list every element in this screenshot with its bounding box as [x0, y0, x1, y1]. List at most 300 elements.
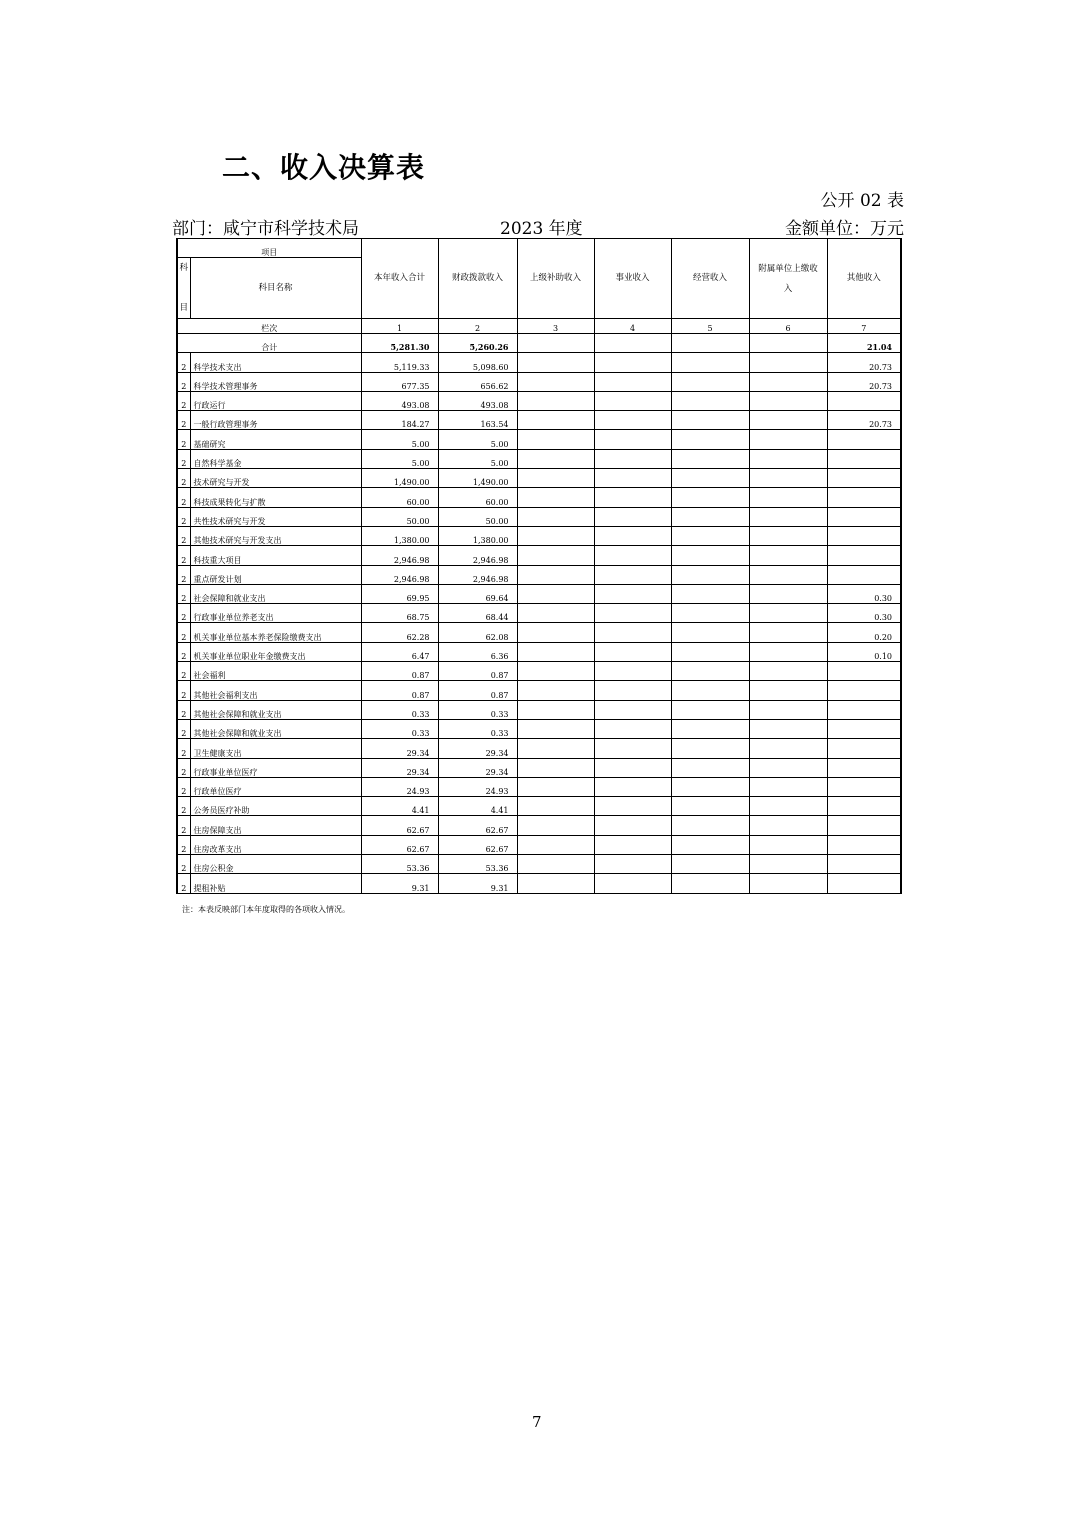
header-name: 科目名称: [190, 258, 361, 319]
row-fiscal-income: 656.62: [438, 372, 517, 391]
empty-cell: [671, 391, 749, 410]
row-name: 卫生健康支出: [190, 739, 361, 758]
empty-cell: [671, 623, 749, 642]
row-fiscal-income: 24.93: [438, 777, 517, 796]
empty-cell: [749, 700, 827, 719]
empty-cell: [517, 604, 594, 623]
row-name: 基础研究: [190, 430, 361, 449]
header-col-6-line2: 入: [783, 283, 793, 294]
empty-cell: [671, 739, 749, 758]
total-income: 5,281.30: [361, 334, 438, 353]
row-other-income: [827, 777, 901, 796]
row-name: 社会福利: [190, 662, 361, 681]
empty-cell: [517, 835, 594, 854]
empty-cell: [671, 430, 749, 449]
row-code: 2: [177, 816, 190, 835]
row-other-income: [827, 797, 901, 816]
empty-cell: [594, 430, 671, 449]
empty-cell: [517, 777, 594, 796]
row-total-income: 50.00: [361, 507, 438, 526]
row-code: 2: [177, 797, 190, 816]
unit-label: 金额单位：万元: [785, 219, 904, 239]
empty-cell: [594, 739, 671, 758]
empty-cell: [671, 835, 749, 854]
row-other-income: [827, 507, 901, 526]
empty-cell: [517, 449, 594, 468]
row-total-income: 62.67: [361, 835, 438, 854]
header-col-2: 财政拨款收入: [438, 239, 517, 319]
row-total-income: 62.28: [361, 623, 438, 642]
col-number: 1: [361, 319, 438, 334]
row-total-income: 677.35: [361, 372, 438, 391]
row-other-income: [827, 526, 901, 545]
row-other-income: [827, 700, 901, 719]
row-total-income: 6.47: [361, 642, 438, 661]
table-row: [177, 526, 901, 545]
empty-cell: [517, 797, 594, 816]
row-total-income: 62.67: [361, 816, 438, 835]
table-row: [177, 623, 901, 642]
empty-cell: [517, 681, 594, 700]
row-name: 行政单位医疗: [190, 777, 361, 796]
header-col-7: 其他收入: [827, 239, 901, 319]
empty-cell: [517, 700, 594, 719]
row-name: 行政事业单位医疗: [190, 758, 361, 777]
row-other-income: 20.73: [827, 353, 901, 372]
empty-cell: [749, 642, 827, 661]
row-total-income: 0.33: [361, 700, 438, 719]
total-row: [177, 334, 901, 353]
table-row: [177, 391, 901, 410]
empty-cell: [671, 816, 749, 835]
row-total-income: 60.00: [361, 488, 438, 507]
row-total-income: 29.34: [361, 739, 438, 758]
empty-cell: [517, 391, 594, 410]
row-total-income: 0.33: [361, 719, 438, 738]
empty-cell: [671, 758, 749, 777]
row-total-income: 69.95: [361, 584, 438, 603]
year-label: 2023 年度: [500, 219, 583, 239]
row-total-income: 5,119.33: [361, 353, 438, 372]
row-code: 2: [177, 584, 190, 603]
empty-cell: [594, 488, 671, 507]
empty-cell: [749, 353, 827, 372]
table-row: [177, 565, 901, 584]
empty-cell: [671, 469, 749, 488]
row-other-income: [827, 681, 901, 700]
row-name: 共性技术研究与开发: [190, 507, 361, 526]
table-row: [177, 353, 901, 372]
empty-cell: [749, 449, 827, 468]
empty-cell: [517, 739, 594, 758]
row-name: 一般行政管理事务: [190, 411, 361, 430]
empty-cell: [671, 855, 749, 874]
row-other-income: 0.20: [827, 623, 901, 642]
table-row: [177, 777, 901, 796]
empty-cell: [594, 797, 671, 816]
table-row: [177, 739, 901, 758]
row-fiscal-income: 0.87: [438, 662, 517, 681]
empty-cell: [594, 681, 671, 700]
header-code-char1: 科: [179, 263, 188, 273]
header-code: [177, 258, 190, 319]
empty-cell: [594, 719, 671, 738]
row-code: 2: [177, 642, 190, 661]
empty-cell: [671, 488, 749, 507]
income-table: [176, 238, 902, 894]
empty-cell: [594, 584, 671, 603]
row-code: 2: [177, 353, 190, 372]
row-fiscal-income: 68.44: [438, 604, 517, 623]
col-number: 7: [827, 319, 901, 334]
department-label: 部门：咸宁市科学技术局: [172, 219, 359, 239]
row-other-income: [827, 488, 901, 507]
table-row: [177, 642, 901, 661]
header-col-1: 本年收入合计: [361, 239, 438, 319]
row-code: 2: [177, 835, 190, 854]
row-name: 自然科学基金: [190, 449, 361, 468]
row-fiscal-income: 5.00: [438, 449, 517, 468]
row-name: 科学技术管理事务: [190, 372, 361, 391]
empty-cell: [594, 777, 671, 796]
empty-cell: [749, 816, 827, 835]
row-name: 其他社会保障和就业支出: [190, 700, 361, 719]
row-fiscal-income: 62.08: [438, 623, 517, 642]
empty-cell: [671, 546, 749, 565]
table-row: [177, 372, 901, 391]
row-code: 2: [177, 700, 190, 719]
table-note: 注：本表反映部门本年度取得的各项收入情况。: [182, 905, 350, 914]
row-total-income: 53.36: [361, 855, 438, 874]
row-code: 2: [177, 507, 190, 526]
empty-cell: [517, 662, 594, 681]
page-number: 7: [532, 1413, 542, 1431]
empty-cell: [594, 526, 671, 545]
row-total-income: 2,946.98: [361, 565, 438, 584]
row-fiscal-income: 0.33: [438, 700, 517, 719]
header-code-char2: 目: [179, 303, 188, 313]
table-row: [177, 758, 901, 777]
table-row: [177, 507, 901, 526]
table-row: [177, 411, 901, 430]
empty-cell: [749, 835, 827, 854]
row-fiscal-income: 29.34: [438, 758, 517, 777]
row-fiscal-income: 62.67: [438, 816, 517, 835]
empty-cell: [671, 604, 749, 623]
empty-cell: [517, 855, 594, 874]
empty-cell: [594, 334, 671, 353]
row-code: 2: [177, 430, 190, 449]
table-row: [177, 584, 901, 603]
row-other-income: [827, 430, 901, 449]
row-fiscal-income: 53.36: [438, 855, 517, 874]
empty-cell: [594, 353, 671, 372]
row-total-income: 29.34: [361, 758, 438, 777]
row-name: 机关事业单位基本养老保险缴费支出: [190, 623, 361, 642]
empty-cell: [749, 719, 827, 738]
row-name: 科技成果转化与扩散: [190, 488, 361, 507]
row-other-income: 0.30: [827, 604, 901, 623]
row-other-income: [827, 719, 901, 738]
row-fiscal-income: 69.64: [438, 584, 517, 603]
row-code: 2: [177, 449, 190, 468]
row-fiscal-income: 1,380.00: [438, 526, 517, 545]
empty-cell: [749, 391, 827, 410]
row-fiscal-income: 6.36: [438, 642, 517, 661]
empty-cell: [671, 777, 749, 796]
empty-cell: [671, 700, 749, 719]
row-code: 2: [177, 874, 190, 893]
row-name: 科技重大项目: [190, 546, 361, 565]
row-code: 2: [177, 565, 190, 584]
empty-cell: [671, 874, 749, 893]
table-row: [177, 700, 901, 719]
row-name: 行政运行: [190, 391, 361, 410]
empty-cell: [594, 449, 671, 468]
row-code: 2: [177, 372, 190, 391]
row-other-income: [827, 739, 901, 758]
row-name: 住房保障支出: [190, 816, 361, 835]
header-col-6: [749, 239, 827, 319]
empty-cell: [594, 372, 671, 391]
empty-cell: [517, 758, 594, 777]
row-other-income: [827, 874, 901, 893]
empty-cell: [749, 565, 827, 584]
empty-cell: [749, 758, 827, 777]
row-other-income: 0.30: [827, 584, 901, 603]
empty-cell: [517, 372, 594, 391]
empty-cell: [594, 874, 671, 893]
empty-cell: [749, 488, 827, 507]
row-fiscal-income: 5.00: [438, 430, 517, 449]
empty-cell: [517, 584, 594, 603]
empty-cell: [671, 353, 749, 372]
empty-cell: [749, 334, 827, 353]
row-name: 提租补贴: [190, 874, 361, 893]
row-code: 2: [177, 604, 190, 623]
empty-cell: [671, 449, 749, 468]
row-code: 2: [177, 739, 190, 758]
empty-cell: [517, 816, 594, 835]
row-other-income: [827, 449, 901, 468]
empty-cell: [594, 469, 671, 488]
empty-cell: [749, 777, 827, 796]
row-fiscal-income: 493.08: [438, 391, 517, 410]
row-other-income: [827, 758, 901, 777]
table-row: [177, 816, 901, 835]
empty-cell: [517, 469, 594, 488]
table-row: [177, 662, 901, 681]
table-row: [177, 469, 901, 488]
row-code: 2: [177, 758, 190, 777]
empty-cell: [594, 662, 671, 681]
empty-cell: [671, 584, 749, 603]
row-total-income: 4.41: [361, 797, 438, 816]
empty-cell: [671, 411, 749, 430]
row-total-income: 68.75: [361, 604, 438, 623]
table-row: [177, 874, 901, 893]
row-fiscal-income: 2,946.98: [438, 565, 517, 584]
row-total-income: 0.87: [361, 662, 438, 681]
row-total-income: 493.08: [361, 391, 438, 410]
row-fiscal-income: 29.34: [438, 739, 517, 758]
row-code: 2: [177, 488, 190, 507]
row-name: 公务员医疗补助: [190, 797, 361, 816]
row-label: 栏次: [177, 319, 361, 334]
total-fiscal: 5,260.26: [438, 334, 517, 353]
row-name: 科学技术支出: [190, 353, 361, 372]
col-number: 6: [749, 319, 827, 334]
row-code: 2: [177, 546, 190, 565]
table-row: [177, 430, 901, 449]
empty-cell: [749, 623, 827, 642]
row-other-income: [827, 662, 901, 681]
row-code: 2: [177, 662, 190, 681]
row-name: 住房改革支出: [190, 835, 361, 854]
row-total-income: 24.93: [361, 777, 438, 796]
row-name: 住房公积金: [190, 855, 361, 874]
empty-cell: [749, 681, 827, 700]
row-fiscal-income: 0.87: [438, 681, 517, 700]
empty-cell: [749, 797, 827, 816]
table-row: [177, 681, 901, 700]
row-code: 2: [177, 855, 190, 874]
table-row: [177, 719, 901, 738]
empty-cell: [594, 565, 671, 584]
empty-cell: [749, 874, 827, 893]
empty-cell: [594, 816, 671, 835]
page-title: 二、收入决算表: [222, 151, 426, 184]
empty-cell: [517, 334, 594, 353]
empty-cell: [749, 430, 827, 449]
row-total-income: 1,490.00: [361, 469, 438, 488]
empty-cell: [517, 719, 594, 738]
empty-cell: [749, 507, 827, 526]
row-total-income: 0.87: [361, 681, 438, 700]
table-row: [177, 604, 901, 623]
row-fiscal-income: 50.00: [438, 507, 517, 526]
col-number: 3: [517, 319, 594, 334]
row-other-income: [827, 855, 901, 874]
row-fiscal-income: 163.54: [438, 411, 517, 430]
empty-cell: [517, 642, 594, 661]
empty-cell: [749, 855, 827, 874]
row-name: 重点研发计划: [190, 565, 361, 584]
empty-cell: [594, 623, 671, 642]
row-code: 2: [177, 469, 190, 488]
empty-cell: [671, 507, 749, 526]
total-label: 合计: [177, 334, 361, 353]
empty-cell: [517, 546, 594, 565]
empty-cell: [594, 855, 671, 874]
table-row: [177, 488, 901, 507]
row-code: 2: [177, 411, 190, 430]
row-other-income: 0.10: [827, 642, 901, 661]
row-name: 其他社会保障和就业支出: [190, 719, 361, 738]
row-other-income: [827, 546, 901, 565]
form-code: 公开 02 表: [820, 191, 904, 211]
empty-cell: [671, 526, 749, 545]
row-total-income: 9.31: [361, 874, 438, 893]
row-total-income: 1,380.00: [361, 526, 438, 545]
empty-cell: [671, 565, 749, 584]
table-row: [177, 546, 901, 565]
empty-cell: [594, 700, 671, 719]
row-fiscal-income: 62.67: [438, 835, 517, 854]
row-fiscal-income: 1,490.00: [438, 469, 517, 488]
total-other: 21.04: [827, 334, 901, 353]
empty-cell: [749, 526, 827, 545]
table-row: [177, 449, 901, 468]
empty-cell: [517, 411, 594, 430]
empty-cell: [749, 584, 827, 603]
row-name: 社会保障和就业支出: [190, 584, 361, 603]
row-total-income: 5.00: [361, 449, 438, 468]
empty-cell: [517, 353, 594, 372]
row-fiscal-income: 0.33: [438, 719, 517, 738]
row-other-income: 20.73: [827, 411, 901, 430]
empty-cell: [671, 334, 749, 353]
table-row: [177, 835, 901, 854]
col-number: 2: [438, 319, 517, 334]
header-col-3: 上级补助收入: [517, 239, 594, 319]
row-code: 2: [177, 391, 190, 410]
empty-cell: [594, 758, 671, 777]
col-number: 5: [671, 319, 749, 334]
row-name: 行政事业单位养老支出: [190, 604, 361, 623]
empty-cell: [594, 642, 671, 661]
row-total-income: 2,946.98: [361, 546, 438, 565]
row-code: 2: [177, 777, 190, 796]
empty-cell: [671, 719, 749, 738]
row-total-income: 5.00: [361, 430, 438, 449]
empty-cell: [671, 642, 749, 661]
row-other-income: [827, 816, 901, 835]
empty-cell: [517, 565, 594, 584]
empty-cell: [749, 662, 827, 681]
table-row: [177, 797, 901, 816]
row-fiscal-income: 60.00: [438, 488, 517, 507]
row-other-income: [827, 565, 901, 584]
row-fiscal-income: 2,946.98: [438, 546, 517, 565]
row-code: 2: [177, 526, 190, 545]
empty-cell: [749, 469, 827, 488]
empty-cell: [749, 372, 827, 391]
empty-cell: [594, 411, 671, 430]
row-name: 其他社会福利支出: [190, 681, 361, 700]
empty-cell: [749, 604, 827, 623]
empty-cell: [749, 411, 827, 430]
row-code: 2: [177, 719, 190, 738]
empty-cell: [517, 488, 594, 507]
empty-cell: [517, 874, 594, 893]
row-fiscal-income: 5,098.60: [438, 353, 517, 372]
row-total-income: 184.27: [361, 411, 438, 430]
empty-cell: [671, 681, 749, 700]
empty-cell: [671, 662, 749, 681]
row-other-income: [827, 469, 901, 488]
header-col-6-line1: 附属单位上缴收: [758, 263, 818, 274]
header-col-4: 事业收入: [594, 239, 671, 319]
col-number: 4: [594, 319, 671, 334]
empty-cell: [517, 430, 594, 449]
empty-cell: [749, 546, 827, 565]
row-other-income: [827, 835, 901, 854]
empty-cell: [594, 507, 671, 526]
empty-cell: [594, 835, 671, 854]
row-name: 其他技术研究与开发支出: [190, 526, 361, 545]
row-other-income: 20.73: [827, 372, 901, 391]
